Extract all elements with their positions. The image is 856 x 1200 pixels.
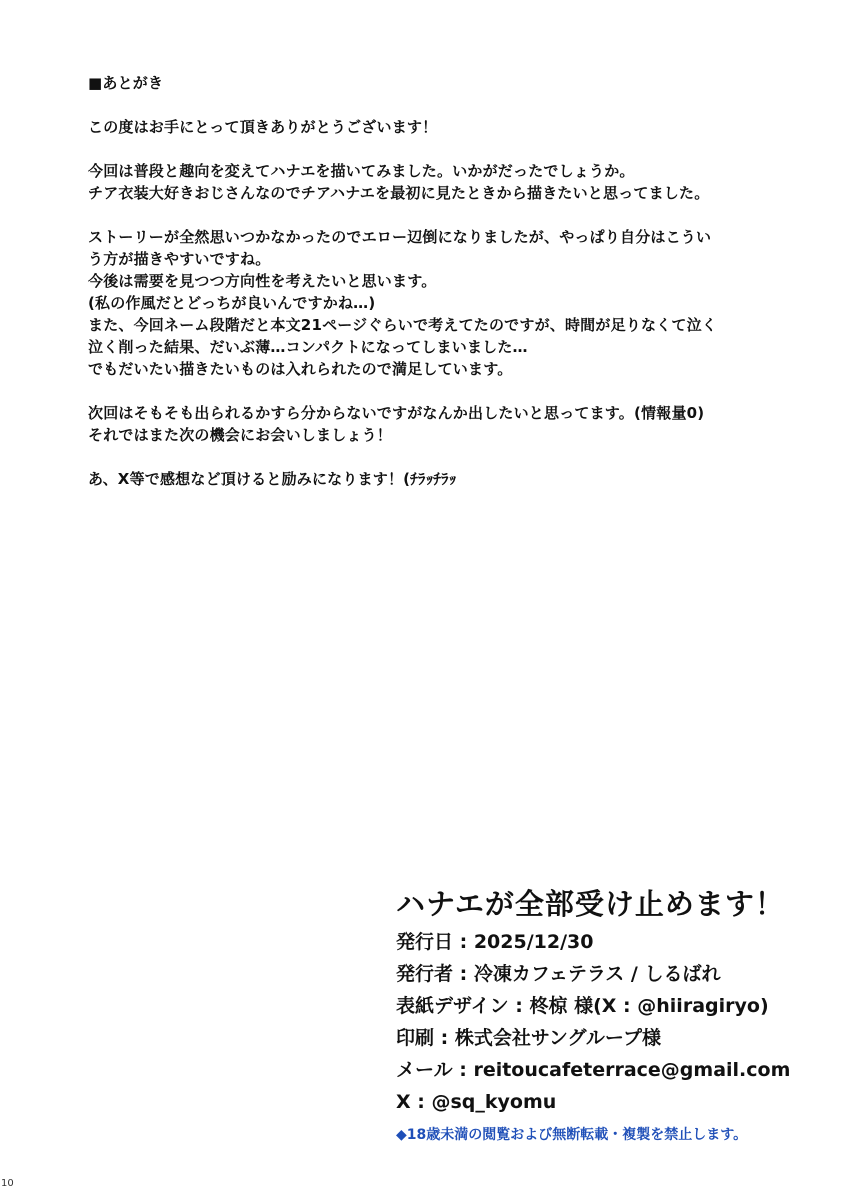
publisher: 発行者 : 冷凍カフェテラス / しるばれ <box>396 963 721 985</box>
afterword-line: う方が描きやすいですね。 <box>88 250 271 268</box>
blank-line <box>88 94 788 116</box>
afterword-line: ストーリーが全然思いつかなかったのでエロー辺倒になりましたが、やっぱり自分はこうい <box>88 228 712 246</box>
afterword-line: 今後は需要を見つつ方向性を考えたいと思います。 <box>88 272 437 290</box>
afterword-line: 泣く削った結果、だいぶ薄…コンパクトになってしまいました… <box>88 338 528 356</box>
blank-line <box>88 446 788 468</box>
cover-design-credit: 表紙デザイン : 柊椋 様(X : @hiiragiryo) <box>396 995 769 1017</box>
afterword-line: でもだいたい描きたいものは入れられたので満足しています。 <box>88 360 513 378</box>
book-title: ハナエが全部受け止めます！ <box>396 887 785 921</box>
afterword-heading: ■あとがき <box>88 74 164 92</box>
afterword-line: 今回は普段と趣向を変えてハナエを描いてみました。いかがだったでしょうか。 <box>88 162 635 180</box>
afterword-line: あ、X等で感想など頂けると励みになります！(ﾁﾗｯﾁﾗｯ <box>88 470 457 488</box>
blank-line <box>88 138 788 160</box>
x-account: X : @sq_kyomu <box>396 1091 557 1113</box>
publish-date: 発行日 : 2025/12/30 <box>396 931 594 953</box>
afterword-line: それではまた次の機会にお会いしましょう！ <box>88 426 393 444</box>
page-number: 10 <box>1 1178 14 1189</box>
afterword-line: (私の作風だとどっちが良いんですかね…) <box>88 294 376 312</box>
blank-line <box>88 204 788 226</box>
colophon <box>396 882 836 1144</box>
printer: 印刷 : 株式会社サングループ様 <box>396 1027 661 1049</box>
blank-line <box>88 380 788 402</box>
afterword-line: チア衣装大好きおじさんなのでチアハナエを最初に見たときから描きたいと思ってました。 <box>88 184 710 202</box>
age-restriction-notice: ◆18歳未満の閲覧および無断転載・複製を禁止します。 <box>396 1127 748 1143</box>
afterword-line: この度はお手にとって頂きありがとうございます！ <box>88 118 438 136</box>
afterword-section <box>88 72 788 490</box>
email: メール : reitoucafeterrace@gmail.com <box>396 1059 791 1081</box>
afterword-line: 次回はそもそも出られるかすら分からないですがなんか出したいと思ってます。(情報量0) <box>88 404 705 422</box>
afterword-line: また、今回ネーム段階だと本文21ページぐらいで考えてたのですが、時間が足りなくて泣く <box>88 316 717 334</box>
